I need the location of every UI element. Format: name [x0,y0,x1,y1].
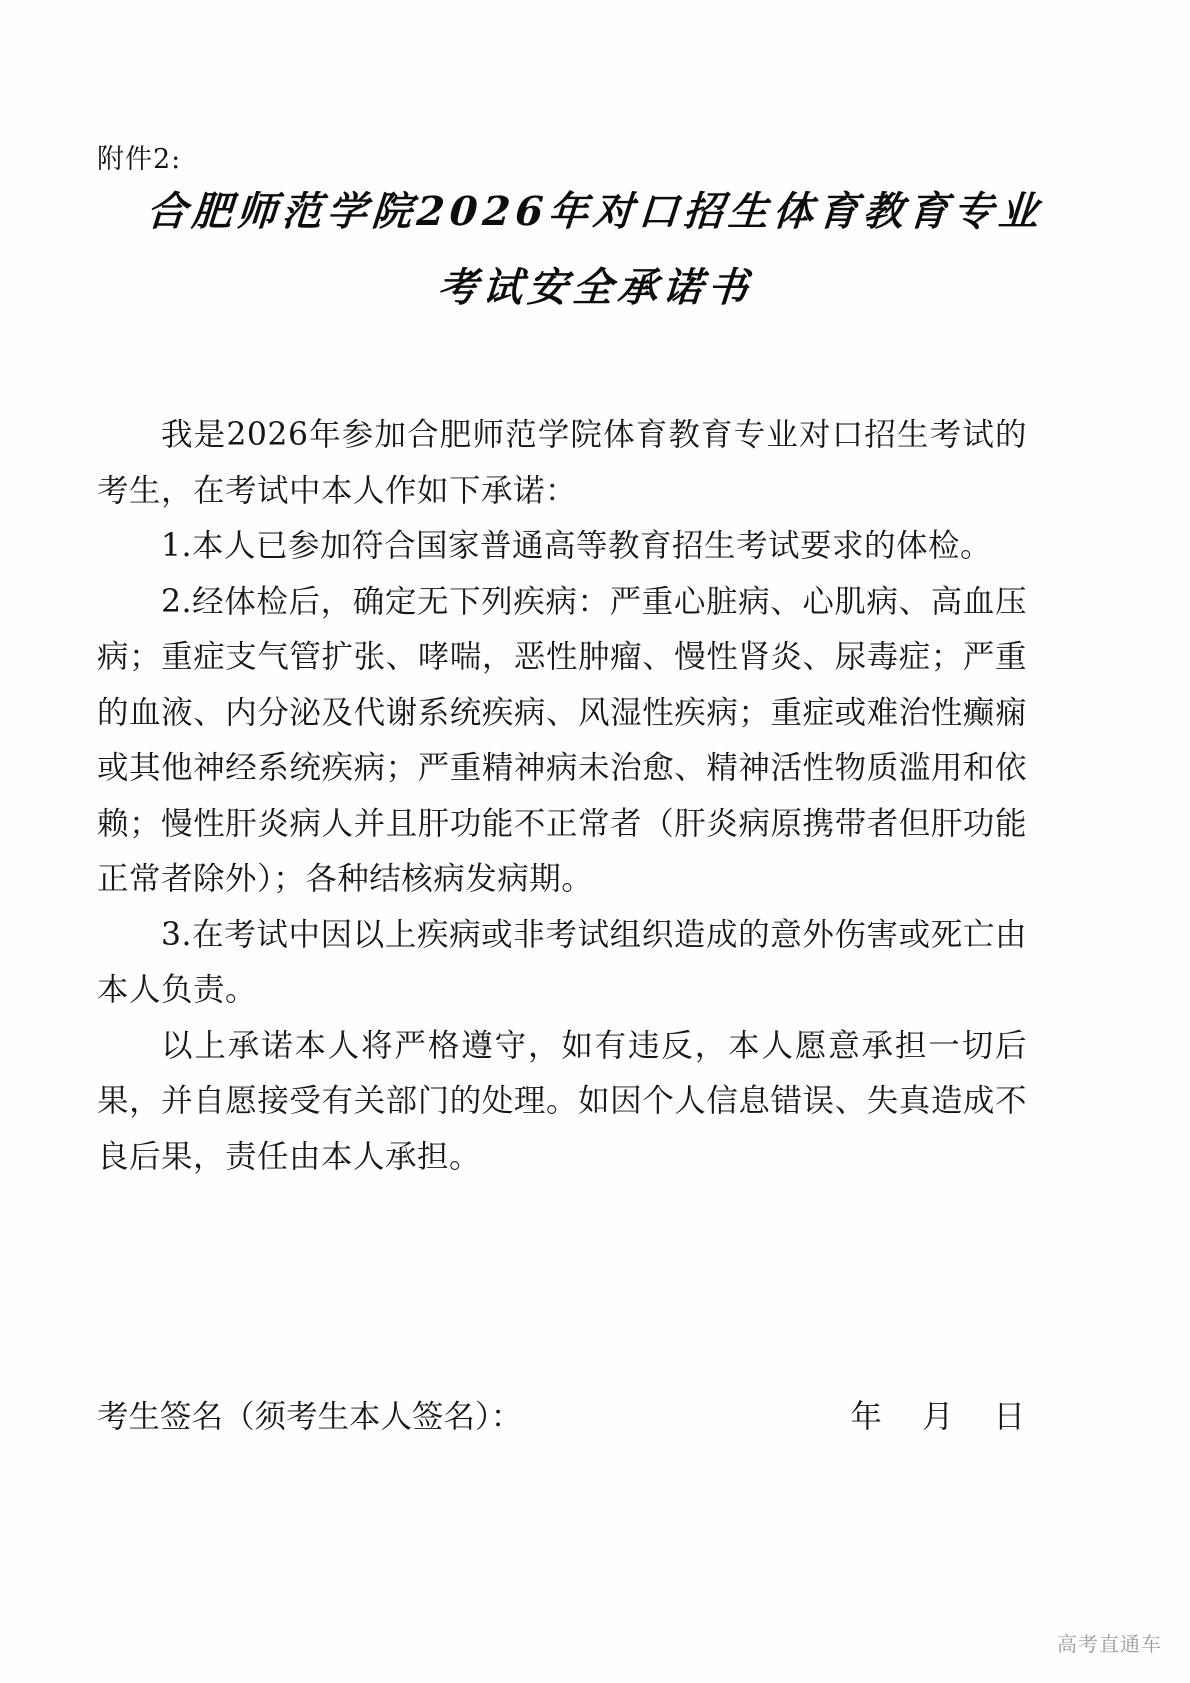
document-title [0,188,1190,311]
date-year-unit: 年 [850,1399,884,1435]
signature-label: 考生签名（须考生本人签名）： [97,1399,523,1435]
watermark-text: 高考直通车 [1057,1632,1162,1656]
paragraph-item-1: 1.本人已参加符合国家普通高等教育招生考试要求的体检。 [161,528,993,564]
paragraph-intro: 我是2026年参加合肥师范学院体育教育专业对口招生考试的考生，在考试中本人作如下承诺： [97,417,1027,509]
title-line-2: 考试安全承诺书 [435,264,755,311]
attachment-label: 附件2: [97,144,182,175]
title-line-1: 合肥师范学院2026年对口招生体育教育专业 [145,188,1045,235]
paragraph-item-3: 3.在考试中因以上疾病或非考试组织造成的意外伤害或死亡由本人负责。 [97,916,1027,1008]
date-day-unit: 日 [993,1399,1027,1435]
paragraph-item-2: 2.经体检后，确定无下列疾病：严重心脏病、心肌病、高血压病；重症支气管扩张、哮喘，恶性肿瘤、慢性肾炎、尿毒症；严重的血液、内分泌及代谢系统疾病、风湿性疾病；重症或难治性癫痫或其他神经系统疾病；严重精神病未治愈、精神活性物质滥用和依赖；慢性肝炎病人并且肝功能不正常者（肝炎病原携带者但肝功能正常者除外）；各种结核病发病期。 [97,583,1027,897]
paragraph-closing: 以上承诺本人将严格遵守，如有违反，本人愿意承担一切后果，并自愿接受有关部门的处理。如因个人信息错误、失真造成不良后果，责任由本人承担。 [97,1027,1027,1175]
date-month-unit: 月 [921,1399,956,1435]
signature-row [97,1392,1027,1437]
date-fields [850,1392,1027,1437]
document-body [97,408,1027,1185]
